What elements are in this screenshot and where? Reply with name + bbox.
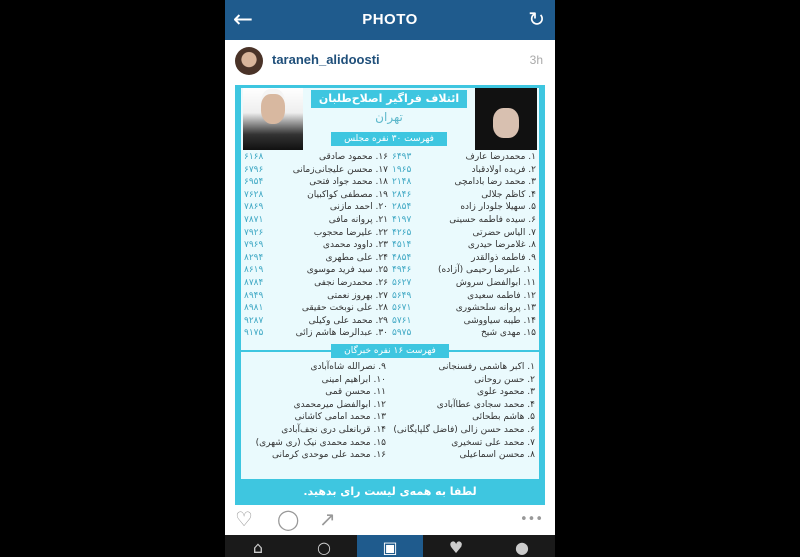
list-item xyxy=(392,214,536,227)
candidate-name: ۴. محمد سجادی عطاآبادی xyxy=(436,399,535,410)
candidate-code: ۴۸۵۴ xyxy=(392,252,412,263)
candidate-name: ۲۴. علی مطهری xyxy=(325,252,388,263)
candidate-name: ۲. حسن روحانی xyxy=(474,374,535,385)
candidate-name: ۳. محمد رضا بادامچی xyxy=(454,177,536,188)
candidate-name: ۲۹. محمد علی وکیلی xyxy=(308,315,388,326)
poster-title: ائتلاف فراگیر اصلاح‌طلبان xyxy=(311,90,467,108)
list-item xyxy=(392,151,536,164)
candidate-code: ۵۶۴۹ xyxy=(392,290,412,301)
list-item xyxy=(244,164,388,177)
hands-photo xyxy=(475,88,537,150)
candidate-code: ۴۱۹۷ xyxy=(392,214,412,225)
parliament-heading: فهرست ۳۰ نفره مجلس xyxy=(331,132,447,146)
candidate-name: ۱۷. محسن علیجانی‌زمانی xyxy=(292,164,388,175)
list-item xyxy=(244,277,388,290)
candidate-name: ۱۲. ابوالفضل میرمحمدی xyxy=(293,399,386,410)
avatar[interactable] xyxy=(235,47,263,75)
candidate-code: ۲۸۵۴ xyxy=(392,202,412,213)
candidate-code: ۲۸۴۶ xyxy=(392,189,412,200)
list-item xyxy=(244,327,388,340)
candidate-name: ۳۰. عبدالرضا هاشم زائی xyxy=(295,328,388,339)
list-item xyxy=(392,327,536,340)
instagram-app xyxy=(225,0,555,557)
candidate-name: ۲۲. علیرضا محجوب xyxy=(313,227,388,238)
list-item xyxy=(244,374,386,387)
page-title: PHOTO xyxy=(362,11,418,28)
list-item xyxy=(244,239,388,252)
post-image[interactable] xyxy=(235,85,545,505)
candidate-code: ۷۸۶۹ xyxy=(244,202,264,213)
candidate-name: ۱۵. مهدی شیخ xyxy=(480,328,536,339)
list-item xyxy=(392,264,536,277)
portrait-photo xyxy=(243,88,303,150)
list-item xyxy=(244,189,388,202)
list-item xyxy=(244,399,386,412)
list-item xyxy=(392,189,536,202)
list-item xyxy=(392,290,536,303)
candidate-name: ۱۶. محمود صادقی xyxy=(319,152,388,162)
candidate-name: ۵. هاشم بطحائی xyxy=(472,412,535,423)
candidate-name: ۲۱. پروانه مافی xyxy=(328,214,388,225)
candidate-name: ۲۳. داوود محمدی xyxy=(322,240,388,251)
list-item xyxy=(391,449,535,462)
candidate-name: ۱. اکبر هاشمی رفسنجانی xyxy=(438,362,535,372)
candidate-name: ۵. سهیلا جلودار زاده xyxy=(460,202,536,213)
candidate-name: ۸. محسن اسماعیلی xyxy=(459,450,535,461)
candidate-code: ۶۱۶۸ xyxy=(244,152,264,162)
candidate-code: ۱۹۶۵ xyxy=(392,164,412,175)
candidate-code: ۲۱۴۸ xyxy=(392,177,412,188)
poster-city: تهران xyxy=(375,110,403,124)
poster-footer: لطفا به همه‌ی لیست رای بدهید. xyxy=(235,479,545,505)
candidate-code: ۸۷۸۴ xyxy=(244,277,264,288)
post-time: 3h xyxy=(529,53,543,67)
post-header xyxy=(225,40,555,83)
candidate-name: ۱۱. ابوالفضل سروش xyxy=(455,277,536,288)
arrow-left-icon[interactable]: ← xyxy=(233,5,254,33)
candidate-name: ۷. محمد علی تسخیری xyxy=(451,437,535,448)
candidate-name: ۲. فریده اولادقباد xyxy=(471,164,536,175)
list-item xyxy=(392,315,536,328)
list-item xyxy=(391,411,535,424)
candidate-name: ۱۳. محمد امامی کاشانی xyxy=(294,412,386,423)
list-item xyxy=(244,315,388,328)
camera-icon[interactable]: ▣ xyxy=(357,535,423,557)
bottom-nav xyxy=(225,535,555,557)
list-item xyxy=(244,437,386,450)
candidate-name: ۸. غلامرضا حیدری xyxy=(467,240,536,251)
candidate-code: ۵۹۷۵ xyxy=(392,328,412,339)
comment-icon[interactable]: ◯ xyxy=(277,507,300,531)
home-icon[interactable]: ⌂ xyxy=(252,538,264,557)
candidate-name: ۱۰. ابراهیم امینی xyxy=(321,374,386,385)
post-actions xyxy=(225,505,555,535)
list-item xyxy=(392,164,536,177)
parliament-list-left xyxy=(244,151,388,340)
activity-icon[interactable]: ♥ xyxy=(448,538,464,557)
refresh-icon[interactable]: ↻ xyxy=(528,7,545,31)
candidate-code: ۴۵۱۴ xyxy=(392,240,412,251)
candidate-code: ۹۲۸۷ xyxy=(244,315,264,326)
candidate-name: ۲۸. علی نوبخت حقیقی xyxy=(301,303,388,314)
list-item xyxy=(244,290,388,303)
candidate-code: ۵۶۲۷ xyxy=(392,277,412,288)
candidate-code: ۵۷۶۱ xyxy=(392,315,412,326)
candidate-code: ۶۹۵۴ xyxy=(244,177,264,188)
candidate-name: ۲۷. بهروز نعمتی xyxy=(327,290,388,301)
candidate-name: ۱۲. فاطمه سعیدی xyxy=(467,290,536,301)
experts-list-right xyxy=(391,361,535,462)
list-item xyxy=(392,201,536,214)
candidate-code: ۴۹۴۶ xyxy=(392,265,412,276)
list-item xyxy=(244,252,388,265)
candidate-code: ۸۶۱۹ xyxy=(244,265,264,276)
experts-list-left xyxy=(244,361,386,462)
candidate-name: ۱۶. محمد علی موحدی کرمانی xyxy=(271,450,386,461)
list-item xyxy=(244,151,388,164)
list-item xyxy=(244,176,388,189)
candidate-name: ۲۶. محمدرضا نجفی xyxy=(314,277,388,288)
list-item xyxy=(244,386,386,399)
list-item xyxy=(244,214,388,227)
candidate-code: ۶۷۹۶ xyxy=(244,164,264,175)
list-item xyxy=(244,302,388,315)
candidate-code: ۹۱۷۵ xyxy=(244,328,264,339)
candidate-code: ۷۹۲۶ xyxy=(244,227,264,238)
candidate-code: ۷۸۷۱ xyxy=(244,214,264,225)
candidate-code: ۸۲۹۴ xyxy=(244,252,264,263)
search-icon[interactable]: ○ xyxy=(317,538,331,557)
candidate-name: ۱۳. پروانه سلحشوری xyxy=(455,303,536,314)
candidate-code: ۷۹۶۹ xyxy=(244,240,264,251)
list-item xyxy=(392,227,536,240)
list-item xyxy=(391,437,535,450)
heart-icon[interactable]: ♡ xyxy=(235,507,253,531)
list-item xyxy=(392,176,536,189)
candidate-name: ۱۴. طیبه سیاووشی xyxy=(463,315,536,326)
candidate-code: ۸۹۴۹ xyxy=(244,290,264,301)
candidate-name: ۶. محمد حسن زالی (فاضل گلپایگانی) xyxy=(393,424,535,435)
candidate-name: ۶. سیده فاطمه حسینی xyxy=(449,214,536,225)
candidate-code: ۶۴۹۳ xyxy=(392,152,412,162)
list-item xyxy=(392,277,536,290)
candidate-name: ۱۹. مصطفی کواکبیان xyxy=(307,189,388,200)
list-item xyxy=(244,227,388,240)
candidate-name: ۱۱. محسن قمی xyxy=(325,387,386,398)
candidate-name: ۲۵. سید فرید موسوی xyxy=(306,265,388,276)
list-item xyxy=(244,361,386,374)
candidate-name: ۴. کاظم جلالی xyxy=(481,189,536,200)
experts-heading: فهرست ۱۶ نفره خبرگان xyxy=(331,344,449,358)
list-item xyxy=(392,252,536,265)
profile-icon[interactable]: ● xyxy=(515,538,529,557)
list-item xyxy=(244,201,388,214)
list-item xyxy=(391,374,535,387)
candidate-name: ۳. محمود علوی xyxy=(477,387,535,398)
candidate-name: ۱۵. محمد محمدی نیک (ری شهری) xyxy=(255,437,386,448)
candidate-code: ۷۶۲۸ xyxy=(244,189,264,200)
candidate-code: ۸۹۸۱ xyxy=(244,303,264,314)
list-item xyxy=(391,424,535,437)
candidate-name: ۷. الیاس حضرتی xyxy=(472,227,536,238)
candidate-name: ۱۸. محمد جواد فتحی xyxy=(309,177,388,188)
list-item xyxy=(391,361,535,374)
list-item xyxy=(244,449,386,462)
candidate-name: ۱. محمدرضا عارف xyxy=(465,152,536,162)
candidate-name: ۲۰. احمد مازنی xyxy=(329,202,388,213)
parliament-list-right xyxy=(392,151,536,340)
list-item xyxy=(244,411,386,424)
username-link[interactable]: taraneh_alidoosti xyxy=(272,52,380,67)
share-icon[interactable]: ↗ xyxy=(319,507,336,531)
top-bar xyxy=(225,0,555,40)
candidate-code: ۵۶۷۱ xyxy=(392,303,412,314)
candidate-name: ۱۰. علیرضا رحیمی (آزاده) xyxy=(438,265,536,276)
candidate-code: ۴۲۶۵ xyxy=(392,227,412,238)
list-item xyxy=(392,302,536,315)
candidate-name: ۱۴. قربانعلی دری نجف‌آبادی xyxy=(281,424,386,435)
candidate-name: ۹. فاطمه ذوالقدر xyxy=(471,252,536,263)
list-item xyxy=(244,424,386,437)
list-item xyxy=(391,386,535,399)
list-item xyxy=(392,239,536,252)
more-icon[interactable]: ••• xyxy=(519,512,543,527)
list-item xyxy=(391,399,535,412)
list-item xyxy=(244,264,388,277)
candidate-name: ۹. نصرالله شاه‌آبادی xyxy=(310,362,386,372)
